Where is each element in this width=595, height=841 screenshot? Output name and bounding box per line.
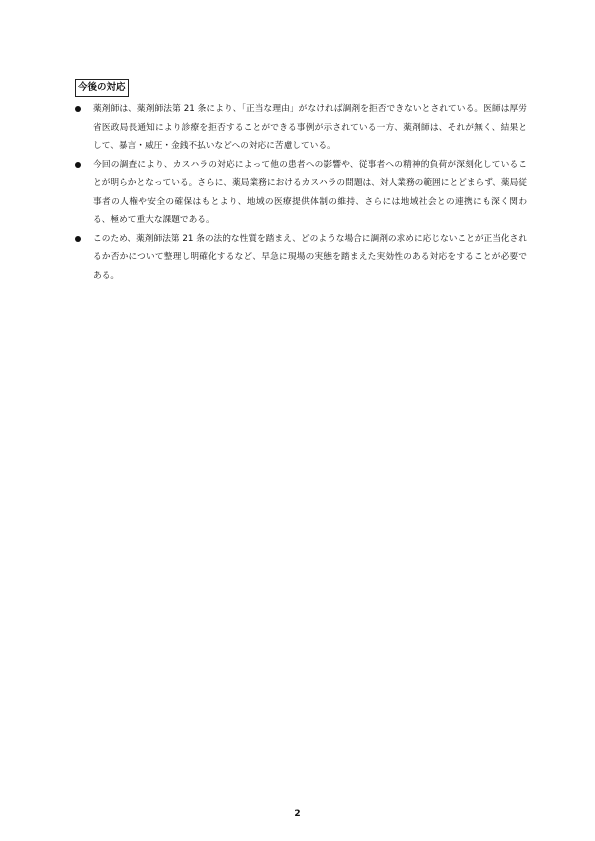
bullet-list <box>75 100 527 285</box>
bullet-text: 今回の調査により、カスハラの対応によって他の患者への影響や、従事者への精神的負荷が深刻化していることが明らかとなっている。さらに、薬局業務におけるカスハラの問題は、対人業務の範囲にとどまらず、薬局従事者の人権や安全の確保はもとより、地域の医療提供体制の維持、さらには地域社会との連携にも深く関わる、極めて重大な課題である。 <box>93 159 527 225</box>
bullet-item-2 <box>75 156 527 230</box>
section-heading: 今後の対応 <box>75 79 129 97</box>
bullet-dot-icon <box>75 162 81 168</box>
bullet-item-3 <box>75 230 527 286</box>
page-number: 2 <box>294 809 301 819</box>
bullet-dot-icon <box>75 106 81 112</box>
bullet-item-1 <box>75 100 527 156</box>
bullet-dot-icon <box>75 236 81 242</box>
bullet-text: このため、薬剤師法第 21 条の法的な性質を踏まえ、どのような場合に調剤の求めに応じないことが正当化されるか否かについて整理し明確化するなど、早急に現場の実態を踏まえた実効性のある対応をすることが必要である。 <box>93 233 527 281</box>
bullet-text: 薬剤師は、薬剤師法第 21 条により、「正当な理由」がなければ調剤を拒否できないとされている。医師は厚労省医政局長通知により診療を拒否することができる事例が示されている一方、薬剤師は、それが無く、結果として、暴言・威圧・金銭不払いなどへの対応に苦慮している。 <box>93 104 527 151</box>
